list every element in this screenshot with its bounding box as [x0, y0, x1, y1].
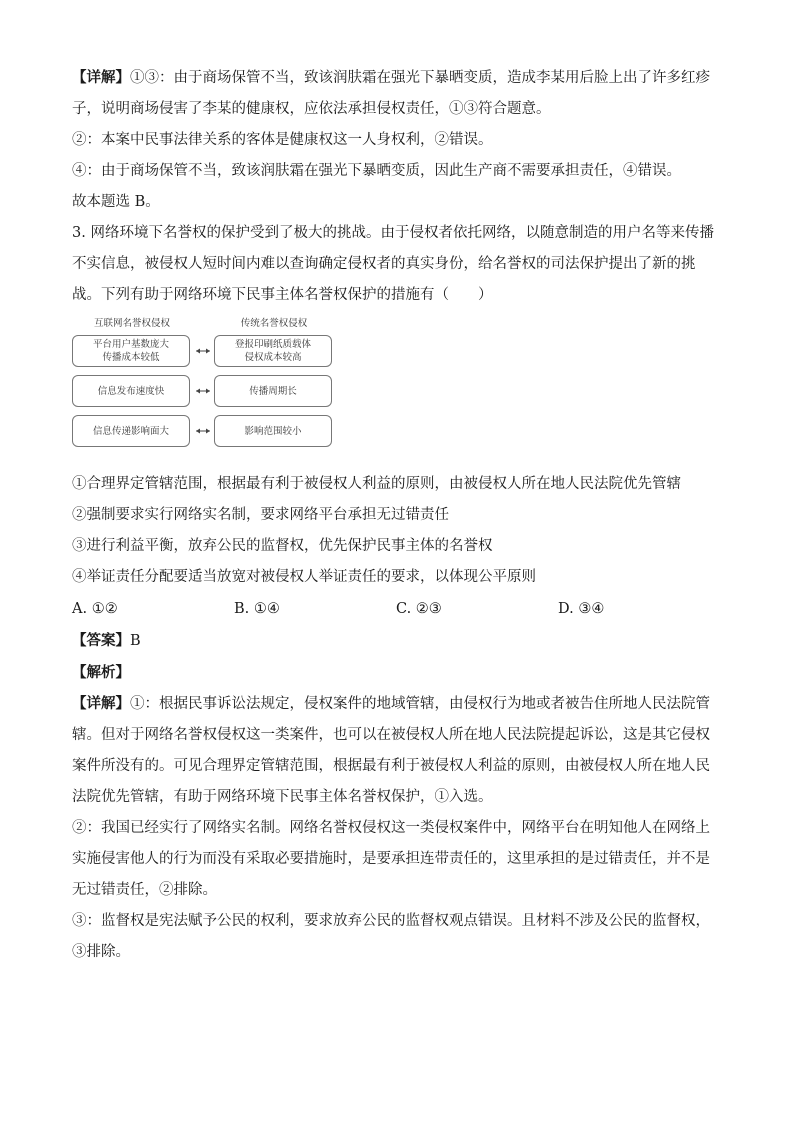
explanation-paragraph-2: ②：本案中民事法律关系的客体是健康权这一人身权利，②错误。	[72, 132, 493, 148]
option-c: C. ②③	[396, 601, 442, 617]
right-box-3: 影响范围较小	[214, 415, 332, 447]
statement-1: ①合理界定管辖范围，根据最有利于被侵权人利益的原则，由被侵权人所在地人民法院优先管辖	[72, 476, 681, 492]
explanation-paragraph-3: ④：由于商场保管不当，致该润肤霜在强光下暴晒变质，因此生产商不需要承担责任，④错误。	[72, 163, 681, 179]
analysis-heading: 【解析】	[72, 664, 130, 681]
double-arrow-icon	[194, 335, 212, 367]
conclusion-line: 故本题选 B。	[72, 194, 160, 210]
statement-2: ②强制要求实行网络实名制，要求网络平台承担无过错责任	[72, 507, 449, 523]
analysis-paragraph-3: ③：监督权是宪法赋予公民的权利，要求放弃公民的监督权观点错误。且材料不涉及公民的监督权，③排除。	[72, 913, 710, 960]
right-box-2: 传播周期长	[214, 375, 332, 407]
left-column-title: 互联网名誉权侵权	[93, 318, 170, 329]
option-d: D. ③④	[558, 601, 605, 617]
statement-3: ③进行利益平衡，放弃公民的监督权，优先保护民事主体的名誉权	[72, 538, 493, 554]
explanation-paragraph-1: 【详解】①③：由于商场保管不当，致该润肤霜在强光下暴晒变质，造成李某用后脸上出了许多红疹子，说明商场侵害了李某的健康权，应依法承担侵权责任，①③符合题意。	[72, 69, 710, 117]
statement-4: ④举证责任分配要适当放宽对被侵权人举证责任的要求，以体现公平原则	[72, 569, 536, 585]
detail-tag: 【详解】	[72, 69, 130, 86]
option-a: A. ①②	[72, 601, 118, 617]
analysis-paragraph-1: 【详解】①：根据民事诉讼法规定，侵权案件的地域管辖，由侵权行为地或者被告住所地人民法院管辖。但对于网络名誉权侵权这一类案件，也可以在被侵权人所在地人民法院提起诉讼，这是其它侵权案件所没有的。可见合理界定管辖范围，根据最有利于被侵权人利益的原则，由被侵权人所在地人民法院优先管辖，有助于网络环境下民事主体名誉权保护，①入选。	[72, 695, 710, 805]
left-box-3: 信息传递影响面大	[72, 415, 190, 447]
answer-options	[72, 594, 724, 625]
comparison-diagram	[72, 315, 334, 465]
double-arrow-icon	[194, 415, 212, 447]
question-3-stem: 3. 网络环境下名誉权的保护受到了极大的挑战。由于侵权者依托网络，以随意制造的用户名等来传播不实信息，被侵权人短时间内难以查询确定侵权者的真实身份，给名誉权的司法保护提出了新的挑战。下列有助于网络环境下民事主体名誉权保护的措施有（ ）	[72, 225, 714, 303]
analysis-paragraph-2: ②：我国已经实行了网络实名制。网络名誉权侵权这一类侵权案件中，网络平台在明知他人在网络上实施侵害他人的行为而没有采取必要措施时，是要承担连带责任的，这里承担的是过错责任，并不是无过错责任，②排除。	[72, 820, 710, 898]
left-box-1: 平台用户基数庞大 传播成本较低	[72, 335, 190, 367]
left-box-2: 信息发布速度快	[72, 375, 190, 407]
right-box-1: 登报印刷纸质载体 侵权成本较高	[214, 335, 332, 367]
double-arrow-icon	[194, 375, 212, 407]
right-column-title: 传统名誉权侵权	[240, 318, 308, 329]
option-b: B. ①④	[234, 601, 280, 617]
answer-line: 【答案】B	[72, 632, 141, 649]
document-page	[72, 62, 724, 968]
